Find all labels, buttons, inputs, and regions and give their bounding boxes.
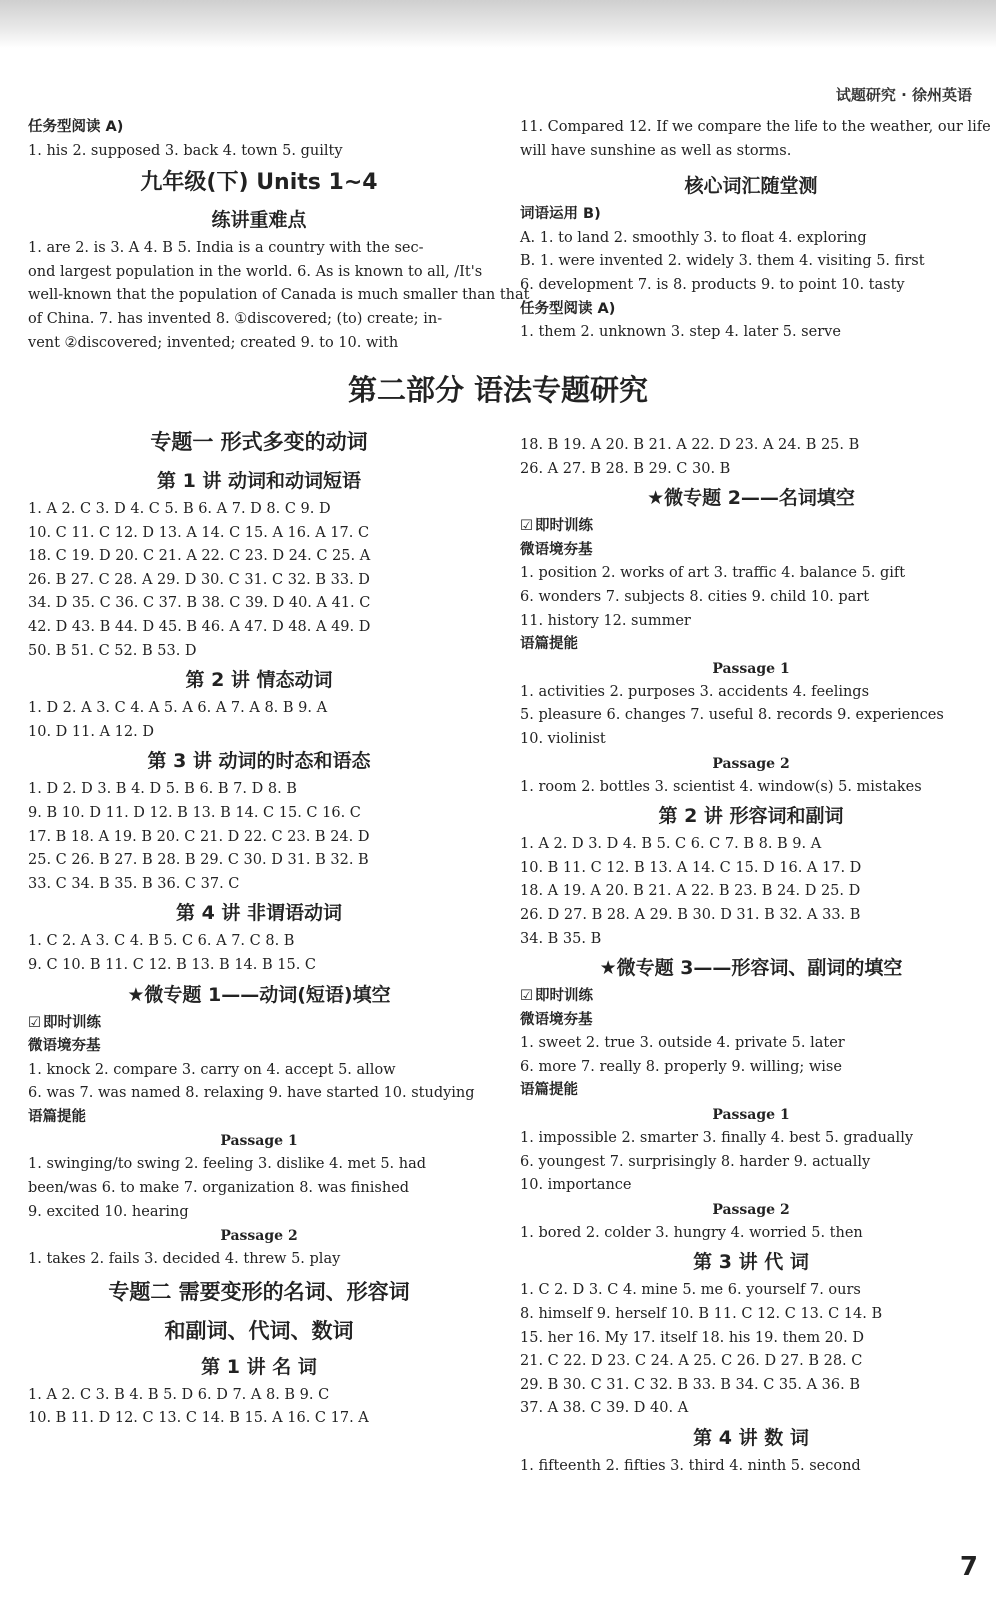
passage-title: Passage 2	[220, 1228, 298, 1245]
context-label: 微语境夯基	[520, 541, 593, 558]
drill-label: ☑ 即时训练	[28, 1012, 490, 1036]
lesson-title: 第 4 讲 非谓语动词	[175, 902, 343, 925]
answer-line: 1. are 2. is 3. A 4. B 5. India is a country with the sec-	[28, 240, 424, 257]
answer-line: 10. B 11. D 12. C 13. C 14. B 15. A 16. C 17. A	[28, 1410, 369, 1427]
answer-line: 9. excited 10. hearing	[28, 1203, 189, 1220]
answer-line: 29. B 30. C 31. C 32. B 33. B 34. C 35. A 36. B	[520, 1376, 860, 1393]
left-main-column	[28, 420, 490, 1431]
answer-line: 10. importance	[520, 1177, 632, 1194]
lesson-title: 第 3 讲 代 词	[693, 1251, 809, 1274]
answer-line: 15. her 16. My 17. itself 18. his 19. them 20. D	[520, 1329, 864, 1346]
passage-title: Passage 1	[712, 1107, 790, 1124]
drill-label: ☑ 即时训练	[520, 515, 982, 539]
topic-title: 专题一 形式多变的动词	[150, 430, 368, 454]
answer-line: 10. violinist	[520, 730, 606, 747]
answer-line: 1. room 2. bottles 3. scientist 4. window(s) 5. mistakes	[520, 778, 922, 795]
context-label: 微语境夯基	[28, 1038, 101, 1055]
passage-title: Passage 2	[712, 755, 790, 772]
answer-line: 9. C 10. B 11. C 12. B 13. B 14. B 15. C	[28, 956, 317, 973]
answer-line: 25. C 26. B 27. B 28. B 29. C 30. D 31. B 32. B	[28, 852, 369, 869]
answer-line: 11. Compared 12. If we compare the life to the weather, our life	[520, 119, 991, 135]
answer-line: 5. pleasure 6. changes 7. useful 8. records 9. experiences	[520, 707, 944, 724]
practice-section-title: 练讲重难点	[211, 209, 307, 232]
passage-title: Passage 1	[712, 660, 790, 677]
answer-line: 1. D 2. A 3. C 4. A 5. A 6. A 7. A 8. B 9. A	[28, 700, 328, 717]
discourse-label: 语篇提能	[520, 1082, 578, 1099]
running-header: 试题研究 · 徐州英语	[835, 86, 972, 104]
answer-line: 1. C 2. D 3. C 4. mine 5. me 6. yourself 7. ours	[520, 1282, 861, 1299]
answer-line: of China. 7. has invented 8. ①discovered; (to) create; in-	[28, 310, 443, 327]
answer-line: 9. B 10. D 11. D 12. B 13. B 14. C 15. C 16. C	[28, 804, 361, 821]
micro-topic-title: ★微专题 1——动词(短语)填空	[127, 983, 391, 1006]
answer-line: 1. takes 2. fails 3. decided 4. threw 5. play	[28, 1251, 341, 1268]
answer-line: 1. bored 2. colder 3. hungry 4. worried 5. then	[520, 1224, 863, 1241]
grade-title: 九年级(下) Units 1~4	[140, 170, 378, 196]
answer-line: 1. knock 2. compare 3. carry on 4. accept 5. allow	[28, 1061, 396, 1078]
answer-line: 11. history 12. summer	[520, 612, 691, 629]
answer-line: 1. fifteenth 2. fifties 3. third 4. ninth 5. second	[520, 1458, 861, 1474]
answer-line: been/was 6. to make 7. organization 8. was finished	[28, 1180, 410, 1197]
answer-line: B. 1. were invented 2. widely 3. them 4. visiting 5. first	[520, 253, 925, 270]
answer-line: 50. B 51. C 52. B 53. D	[28, 642, 197, 659]
answer-line: 10. B 11. C 12. B 13. A 14. C 15. D 16. A 17. D	[520, 859, 862, 876]
answer-line: 1. C 2. A 3. C 4. B 5. C 6. A 7. C 8. B	[28, 933, 295, 950]
topic-title-cont: 和副词、代词、数词	[164, 1318, 354, 1343]
answer-line: 1. D 2. D 3. B 4. D 5. B 6. B 7. D 8. B	[28, 781, 297, 798]
answer-line: well-known that the population of Canada is much smaller than that	[28, 287, 530, 304]
part-title: 第二部分 语法专题研究	[347, 373, 649, 407]
discourse-label: 语篇提能	[520, 636, 578, 653]
passage-title: Passage 2	[712, 1201, 790, 1218]
answer-line: 1. swinging/to swing 2. feeling 3. dislike 4. met 5. had	[28, 1156, 427, 1173]
answer-line: 6. was 7. was named 8. relaxing 9. have started 10. studying	[28, 1085, 475, 1102]
answer-line: 18. C 19. D 20. C 21. A 22. C 23. D 24. C 25. A	[28, 548, 371, 565]
drill-label: ☑ 即时训练	[520, 985, 982, 1009]
answer-line: 26. D 27. B 28. A 29. B 30. D 31. B 32. A 33. B	[520, 906, 861, 923]
answer-line: 1. sweet 2. true 3. outside 4. private 5. later	[520, 1035, 845, 1052]
core-vocab-title: 核心词汇随堂测	[684, 175, 818, 198]
answer-line: 8. himself 9. herself 10. B 11. C 12. C 13. C 14. B	[520, 1306, 883, 1323]
micro-topic-title: ★微专题 2——名词填空	[647, 487, 855, 510]
passage-title: Passage 1	[220, 1133, 298, 1150]
answer-line: 26. A 27. B 28. B 29. C 30. B	[520, 460, 731, 477]
answer-line: 33. C 34. B 35. B 36. C 37. C	[28, 875, 240, 892]
answer-line: 1. impossible 2. smarter 3. finally 4. best 5. gradually	[520, 1130, 914, 1147]
answer-line: 21. C 22. D 23. C 24. A 25. C 26. D 27. B 28. C	[520, 1353, 863, 1370]
answer-line: 6. youngest 7. surprisingly 8. harder 9. actually	[520, 1153, 871, 1170]
lesson-title: 第 1 讲 动词和动词短语	[156, 470, 362, 492]
lesson-title: 第 2 讲 形容词和副词	[658, 805, 844, 828]
answer-line: 37. A 38. C 39. D 40. A	[520, 1400, 689, 1417]
lesson-title: 第 1 讲 名 词	[201, 1355, 317, 1378]
answer-line: 1. activities 2. purposes 3. accidents 4. feelings	[520, 683, 870, 700]
page-number: 7	[959, 1552, 978, 1582]
lesson-title: 第 2 讲 情态动词	[185, 669, 333, 692]
answer-line: vent ②discovered; invented; created 9. to 10. with	[28, 334, 399, 351]
answer-line: 10. C 11. C 12. D 13. A 14. C 15. A 16. A 17. C	[28, 524, 370, 541]
answer-line: 18. B 19. A 20. B 21. A 22. D 23. A 24. B 25. B	[520, 437, 860, 453]
answer-line: 1. position 2. works of art 3. traffic 4. balance 5. gift	[520, 565, 906, 582]
answer-line: 6. development 7. is 8. products 9. to point 10. tasty	[520, 276, 905, 293]
discourse-label: 语篇提能	[28, 1108, 86, 1125]
answer-line: will have sunshine as well as storms.	[520, 142, 792, 159]
task-reading-answers: 1. them 2. unknown 3. step 4. later 5. serve	[520, 324, 841, 341]
right-top-column	[520, 116, 991, 345]
answer-line: 26. B 27. C 28. A 29. D 30. C 31. C 32. B 33. D	[28, 571, 370, 588]
answer-line: A. 1. to land 2. smoothly 3. to float 4. exploring	[520, 229, 867, 246]
answer-line: 34. D 35. C 36. C 37. B 38. C 39. D 40. A 41. C	[28, 595, 371, 612]
answer-line: 34. B 35. B	[520, 930, 602, 947]
vocab-label: 词语运用 B)	[520, 206, 601, 223]
micro-topic-title: ★微专题 3——形容词、副词的填空	[599, 957, 903, 980]
right-main-column	[520, 434, 982, 1479]
left-top-column	[28, 116, 530, 355]
answer-line: 1. A 2. C 3. D 4. C 5. B 6. A 7. D 8. C 9. D	[28, 501, 331, 517]
answer-line: 6. more 7. really 8. properly 9. willing; wise	[520, 1058, 842, 1075]
lesson-title: 第 4 讲 数 词	[693, 1427, 809, 1449]
answer-line: 6. wonders 7. subjects 8. cities 9. child 10. part	[520, 588, 870, 605]
task-reading-label: 任务型阅读 A)	[520, 300, 616, 317]
answer-line: 17. B 18. A 19. B 20. C 21. D 22. C 23. B 24. D	[28, 828, 370, 845]
topic-title: 专题二 需要变形的名词、形容词	[108, 1279, 410, 1304]
answer-line: 1. A 2. D 3. D 4. B 5. C 6. C 7. B 8. B 9. A	[520, 836, 822, 853]
context-label: 微语境夯基	[520, 1011, 593, 1028]
task-reading-answers: 1. his 2. supposed 3. back 4. town 5. guilty	[28, 142, 343, 159]
page-top-shadow	[0, 0, 996, 48]
answer-line: 42. D 43. B 44. D 45. B 46. A 47. D 48. A 49. D	[28, 618, 371, 635]
task-reading-label: 任务型阅读 A)	[28, 119, 124, 135]
lesson-title: 第 3 讲 动词的时态和语态	[147, 750, 371, 773]
answer-line: ond largest population in the world. 6. As is known to all, /It's	[28, 263, 483, 280]
answer-line: 1. A 2. C 3. B 4. B 5. D 6. D 7. A 8. B 9. C	[28, 1386, 330, 1403]
answer-line: 18. A 19. A 20. B 21. A 22. B 23. B 24. D 25. D	[520, 883, 861, 900]
answer-line: 10. D 11. A 12. D	[28, 723, 154, 740]
